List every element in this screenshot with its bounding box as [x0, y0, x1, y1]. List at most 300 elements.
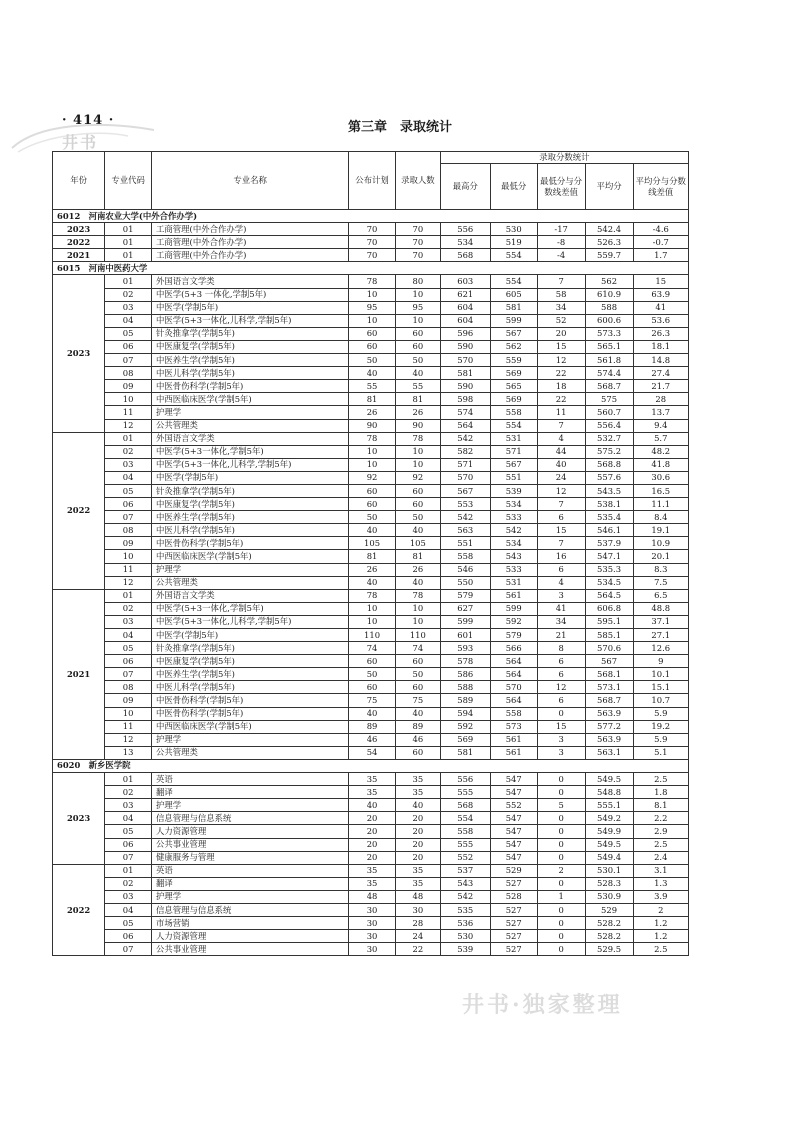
table-row — [53, 589, 689, 602]
cell-min: 564 — [490, 668, 537, 681]
cell-max: 574 — [440, 406, 490, 419]
cell-code: 03 — [105, 890, 152, 903]
cell-min: 592 — [490, 615, 537, 628]
table-row — [53, 249, 689, 262]
cell-min-diff: 3 — [537, 589, 585, 602]
cell-avg: 588 — [585, 301, 633, 314]
cell-name: 针灸推拿学(学制5年) — [152, 642, 349, 655]
cell-avg: 563.1 — [585, 746, 633, 759]
year-cell: 2021 — [53, 589, 105, 759]
cell-min: 559 — [490, 354, 537, 367]
cell-max: 590 — [440, 380, 490, 393]
cell-code: 08 — [105, 367, 152, 380]
cell-plan: 20 — [349, 838, 396, 851]
cell-max: 598 — [440, 393, 490, 406]
cell-avg: 561.8 — [585, 354, 633, 367]
table-row — [53, 694, 689, 707]
cell-max: 537 — [440, 864, 490, 877]
cell-name: 护理学 — [152, 733, 349, 746]
cell-name: 中医学(学制5年) — [152, 471, 349, 484]
cell-min-diff: 3 — [537, 733, 585, 746]
cell-admitted: 50 — [395, 668, 440, 681]
cell-min-diff: 22 — [537, 367, 585, 380]
cell-min: 527 — [490, 943, 537, 956]
cell-code: 07 — [105, 354, 152, 367]
cell-min-diff: 0 — [537, 917, 585, 930]
cell-code: 06 — [105, 838, 152, 851]
cell-code: 01 — [105, 236, 152, 249]
table-row — [53, 288, 689, 301]
cell-admitted: 20 — [395, 851, 440, 864]
cell-avg: 573.1 — [585, 681, 633, 694]
cell-min-diff: 7 — [537, 537, 585, 550]
cell-avg-diff: 6.5 — [633, 589, 688, 602]
cell-max: 543 — [440, 877, 490, 890]
cell-avg: 563.9 — [585, 733, 633, 746]
cell-max: 590 — [440, 340, 490, 353]
cell-max: 594 — [440, 707, 490, 720]
cell-min-diff: 0 — [537, 877, 585, 890]
table-row — [53, 484, 689, 497]
table-row — [53, 668, 689, 681]
cell-code: 12 — [105, 419, 152, 432]
cell-max: 535 — [440, 903, 490, 916]
cell-plan: 70 — [349, 236, 396, 249]
cell-avg: 530.1 — [585, 864, 633, 877]
cell-admitted: 75 — [395, 694, 440, 707]
table-row — [53, 445, 689, 458]
cell-avg: 573.3 — [585, 327, 633, 340]
cell-min: 547 — [490, 773, 537, 786]
cell-max: 588 — [440, 681, 490, 694]
cell-min-diff: 2 — [537, 864, 585, 877]
cell-avg: 567 — [585, 655, 633, 668]
col-group: 录取分数统计 — [440, 152, 688, 164]
col-admitted: 录取人数 — [395, 152, 440, 210]
cell-name: 护理学 — [152, 799, 349, 812]
cell-avg: 585.1 — [585, 629, 633, 642]
watermark-top: 井书 — [62, 133, 99, 152]
cell-min-diff: 6 — [537, 563, 585, 576]
cell-avg: 530.9 — [585, 890, 633, 903]
cell-max: 542 — [440, 432, 490, 445]
cell-min-diff: 3 — [537, 746, 585, 759]
cell-avg: 595.1 — [585, 615, 633, 628]
cell-min-diff: 6 — [537, 655, 585, 668]
cell-name: 中医学(5+3一体化,儿科学,学制5年) — [152, 615, 349, 628]
cell-code: 12 — [105, 733, 152, 746]
table-row — [53, 380, 689, 393]
cell-admitted: 10 — [395, 314, 440, 327]
cell-min: 547 — [490, 786, 537, 799]
table-row — [53, 786, 689, 799]
cell-admitted: 60 — [395, 655, 440, 668]
cell-plan: 26 — [349, 563, 396, 576]
cell-code: 13 — [105, 746, 152, 759]
cell-avg: 534.5 — [585, 576, 633, 589]
cell-avg: 575.2 — [585, 445, 633, 458]
cell-admitted: 40 — [395, 799, 440, 812]
table-row — [53, 943, 689, 956]
cell-max: 603 — [440, 275, 490, 288]
cell-min: 561 — [490, 746, 537, 759]
cell-plan: 60 — [349, 655, 396, 668]
cell-avg-diff: 2.5 — [633, 838, 688, 851]
cell-code: 06 — [105, 930, 152, 943]
cell-avg: 568.7 — [585, 380, 633, 393]
cell-max: 542 — [440, 890, 490, 903]
table-row — [53, 275, 689, 288]
table-row — [53, 746, 689, 759]
cell-max: 589 — [440, 694, 490, 707]
cell-code: 10 — [105, 550, 152, 563]
cell-min: 527 — [490, 903, 537, 916]
table-row — [53, 930, 689, 943]
cell-avg: 559.7 — [585, 249, 633, 262]
table-row — [53, 720, 689, 733]
cell-plan: 20 — [349, 851, 396, 864]
cell-min: 599 — [490, 602, 537, 615]
cell-min: 547 — [490, 825, 537, 838]
cell-name: 中医骨伤科学(学制5年) — [152, 537, 349, 550]
cell-code: 02 — [105, 877, 152, 890]
cell-plan: 10 — [349, 458, 396, 471]
cell-name: 翻译 — [152, 786, 349, 799]
cell-min-diff: 6 — [537, 511, 585, 524]
cell-min-diff: 15 — [537, 720, 585, 733]
cell-code: 07 — [105, 943, 152, 956]
cell-max: 601 — [440, 629, 490, 642]
table-row — [53, 419, 689, 432]
cell-code: 05 — [105, 484, 152, 497]
cell-min-diff: 1 — [537, 890, 585, 903]
cell-code: 01 — [105, 249, 152, 262]
cell-plan: 10 — [349, 314, 396, 327]
cell-avg: 568.8 — [585, 458, 633, 471]
table-row — [53, 890, 689, 903]
cell-max: 567 — [440, 484, 490, 497]
cell-name: 信息管理与信息系统 — [152, 903, 349, 916]
cell-name: 公共管理类 — [152, 746, 349, 759]
cell-plan: 40 — [349, 524, 396, 537]
cell-plan: 30 — [349, 917, 396, 930]
cell-plan: 60 — [349, 681, 396, 694]
cell-avg-diff: 41 — [633, 301, 688, 314]
cell-avg: 529 — [585, 903, 633, 916]
table-row — [53, 851, 689, 864]
cell-max: 542 — [440, 511, 490, 524]
cell-max: 555 — [440, 786, 490, 799]
cell-code: 01 — [105, 864, 152, 877]
cell-code: 01 — [105, 773, 152, 786]
cell-code: 05 — [105, 327, 152, 340]
cell-name: 中医学(5+3一体化,学制5年) — [152, 602, 349, 615]
cell-name: 中西医临床医学(学制5年) — [152, 393, 349, 406]
cell-admitted: 50 — [395, 354, 440, 367]
year-cell: 2022 — [53, 432, 105, 589]
cell-code: 03 — [105, 458, 152, 471]
institution-header: 6015 河南中医药大学 — [53, 262, 689, 275]
cell-admitted: 10 — [395, 288, 440, 301]
cell-min: 552 — [490, 799, 537, 812]
cell-admitted: 80 — [395, 275, 440, 288]
table-row — [53, 458, 689, 471]
table-row — [53, 498, 689, 511]
year-cell: 2023 — [53, 773, 105, 865]
cell-avg: 547.1 — [585, 550, 633, 563]
cell-plan: 78 — [349, 589, 396, 602]
cell-plan: 92 — [349, 471, 396, 484]
cell-plan: 10 — [349, 602, 396, 615]
cell-avg-diff: 41.8 — [633, 458, 688, 471]
cell-max: 582 — [440, 445, 490, 458]
cell-avg: 555.1 — [585, 799, 633, 812]
cell-min-diff: 58 — [537, 288, 585, 301]
cell-admitted: 60 — [395, 498, 440, 511]
cell-avg-diff: 2.4 — [633, 851, 688, 864]
cell-max: 568 — [440, 799, 490, 812]
cell-avg: 542.4 — [585, 223, 633, 236]
cell-admitted: 74 — [395, 642, 440, 655]
cell-avg-diff: 10.1 — [633, 668, 688, 681]
cell-plan: 78 — [349, 432, 396, 445]
cell-max: 558 — [440, 550, 490, 563]
cell-plan: 90 — [349, 419, 396, 432]
table-row — [53, 432, 689, 445]
cell-plan: 81 — [349, 393, 396, 406]
year-cell: 2021 — [53, 249, 105, 262]
cell-min: 519 — [490, 236, 537, 249]
year-cell: 2023 — [53, 275, 105, 432]
table-row — [53, 707, 689, 720]
cell-code: 03 — [105, 615, 152, 628]
cell-min: 542 — [490, 524, 537, 537]
cell-min: 558 — [490, 707, 537, 720]
cell-code: 04 — [105, 314, 152, 327]
cell-min-diff: 12 — [537, 681, 585, 694]
table-row — [53, 327, 689, 340]
cell-avg-diff: 8.4 — [633, 511, 688, 524]
cell-code: 01 — [105, 275, 152, 288]
cell-code: 06 — [105, 655, 152, 668]
cell-min: 554 — [490, 275, 537, 288]
cell-admitted: 48 — [395, 890, 440, 903]
cell-name: 针灸推拿学(学制5年) — [152, 327, 349, 340]
cell-min-diff: 6 — [537, 694, 585, 707]
cell-code: 05 — [105, 825, 152, 838]
cell-admitted: 60 — [395, 340, 440, 353]
cell-avg-diff: 27.4 — [633, 367, 688, 380]
cell-code: 04 — [105, 903, 152, 916]
cell-max: 593 — [440, 642, 490, 655]
cell-min-diff: 20 — [537, 327, 585, 340]
cell-min-diff: 41 — [537, 602, 585, 615]
cell-plan: 70 — [349, 223, 396, 236]
cell-min: 599 — [490, 314, 537, 327]
cell-code: 01 — [105, 589, 152, 602]
cell-admitted: 35 — [395, 864, 440, 877]
cell-avg: 538.1 — [585, 498, 633, 511]
table-row — [53, 681, 689, 694]
cell-min-diff: 34 — [537, 301, 585, 314]
cell-code: 11 — [105, 406, 152, 419]
cell-plan: 10 — [349, 615, 396, 628]
table-row — [53, 563, 689, 576]
cell-avg-diff: -4.6 — [633, 223, 688, 236]
cell-name: 中医康复学(学制5年) — [152, 340, 349, 353]
cell-admitted: 89 — [395, 720, 440, 733]
cell-name: 外国语言文学类 — [152, 275, 349, 288]
cell-name: 人力资源管理 — [152, 825, 349, 838]
cell-max: 536 — [440, 917, 490, 930]
cell-name: 英语 — [152, 773, 349, 786]
cell-avg-diff: 2.5 — [633, 943, 688, 956]
cell-min-diff: 0 — [537, 851, 585, 864]
cell-name: 翻译 — [152, 877, 349, 890]
cell-avg-diff: 21.7 — [633, 380, 688, 393]
cell-max: 551 — [440, 537, 490, 550]
table-row — [53, 812, 689, 825]
cell-plan: 60 — [349, 484, 396, 497]
cell-admitted: 22 — [395, 943, 440, 956]
cell-min: 569 — [490, 367, 537, 380]
cell-avg-diff: 5.7 — [633, 432, 688, 445]
cell-min-diff: 4 — [537, 432, 585, 445]
cell-admitted: 10 — [395, 615, 440, 628]
cell-name: 针灸推拿学(学制5年) — [152, 484, 349, 497]
cell-code: 04 — [105, 812, 152, 825]
cell-admitted: 55 — [395, 380, 440, 393]
cell-min: 529 — [490, 864, 537, 877]
table-row — [53, 629, 689, 642]
cell-avg-diff: 1.7 — [633, 249, 688, 262]
cell-min: 558 — [490, 406, 537, 419]
cell-avg-diff: 12.6 — [633, 642, 688, 655]
cell-avg: 568.7 — [585, 694, 633, 707]
cell-min: 567 — [490, 327, 537, 340]
table-row — [53, 354, 689, 367]
cell-name: 外国语言文学类 — [152, 432, 349, 445]
table-row — [53, 393, 689, 406]
cell-min: 547 — [490, 812, 537, 825]
col-min: 最低分 — [490, 164, 537, 210]
cell-avg-diff: 5.9 — [633, 707, 688, 720]
cell-avg-diff: 27.1 — [633, 629, 688, 642]
table-row — [53, 314, 689, 327]
cell-name: 市场营销 — [152, 917, 349, 930]
cell-name: 中医儿科学(学制5年) — [152, 681, 349, 694]
cell-admitted: 28 — [395, 917, 440, 930]
cell-min-diff: 34 — [537, 615, 585, 628]
cell-name: 人力资源管理 — [152, 930, 349, 943]
cell-plan: 48 — [349, 890, 396, 903]
cell-name: 护理学 — [152, 563, 349, 576]
cell-plan: 35 — [349, 786, 396, 799]
cell-min-diff: 44 — [537, 445, 585, 458]
cell-name: 外国语言文学类 — [152, 589, 349, 602]
cell-avg: 535.3 — [585, 563, 633, 576]
cell-min-diff: 11 — [537, 406, 585, 419]
table-row — [53, 576, 689, 589]
cell-admitted: 50 — [395, 511, 440, 524]
table-row — [53, 223, 689, 236]
cell-avg-diff: 1.2 — [633, 930, 688, 943]
cell-min-diff: 16 — [537, 550, 585, 563]
cell-name: 公共管理类 — [152, 419, 349, 432]
cell-plan: 105 — [349, 537, 396, 550]
cell-name: 公共管理类 — [152, 576, 349, 589]
watermark-bottom: 井书·独家整理 — [462, 992, 623, 1018]
cell-min: 570 — [490, 681, 537, 694]
cell-min: 539 — [490, 484, 537, 497]
col-avg-diff: 平均分与分数线差值 — [633, 164, 688, 210]
cell-min: 527 — [490, 930, 537, 943]
cell-avg: 535.4 — [585, 511, 633, 524]
cell-plan: 46 — [349, 733, 396, 746]
cell-max: 621 — [440, 288, 490, 301]
cell-plan: 50 — [349, 354, 396, 367]
table-row — [53, 733, 689, 746]
cell-min-diff: 40 — [537, 458, 585, 471]
cell-admitted: 81 — [395, 550, 440, 563]
col-year: 年份 — [53, 152, 105, 210]
table-row — [53, 511, 689, 524]
cell-plan: 50 — [349, 511, 396, 524]
cell-code: 07 — [105, 851, 152, 864]
cell-avg: 610.9 — [585, 288, 633, 301]
cell-max: 530 — [440, 930, 490, 943]
cell-code: 02 — [105, 445, 152, 458]
cell-min: 566 — [490, 642, 537, 655]
cell-min: 530 — [490, 223, 537, 236]
cell-min-diff: -17 — [537, 223, 585, 236]
cell-code: 11 — [105, 563, 152, 576]
cell-min-diff: 52 — [537, 314, 585, 327]
cell-name: 工商管理(中外合作办学) — [152, 249, 349, 262]
cell-max: 592 — [440, 720, 490, 733]
cell-plan: 40 — [349, 367, 396, 380]
cell-min: 565 — [490, 380, 537, 393]
cell-name: 护理学 — [152, 406, 349, 419]
cell-min: 562 — [490, 340, 537, 353]
cell-code: 01 — [105, 432, 152, 445]
cell-min-diff: -8 — [537, 236, 585, 249]
cell-admitted: 40 — [395, 524, 440, 537]
table-row — [53, 615, 689, 628]
cell-avg-diff: 3.9 — [633, 890, 688, 903]
cell-min: 561 — [490, 589, 537, 602]
cell-avg-diff: 1.3 — [633, 877, 688, 890]
cell-min: 543 — [490, 550, 537, 563]
cell-plan: 40 — [349, 576, 396, 589]
cell-admitted: 20 — [395, 812, 440, 825]
cell-min: 534 — [490, 498, 537, 511]
cell-avg-diff: 3.1 — [633, 864, 688, 877]
cell-code: 01 — [105, 223, 152, 236]
cell-avg: 548.8 — [585, 786, 633, 799]
cell-admitted: 60 — [395, 746, 440, 759]
cell-min: 547 — [490, 838, 537, 851]
cell-plan: 60 — [349, 498, 396, 511]
cell-name: 中医儿科学(学制5年) — [152, 524, 349, 537]
cell-min-diff: 15 — [537, 340, 585, 353]
cell-min: 554 — [490, 249, 537, 262]
cell-admitted: 35 — [395, 877, 440, 890]
cell-min: 533 — [490, 563, 537, 576]
cell-code: 07 — [105, 668, 152, 681]
table-row — [53, 877, 689, 890]
cell-plan: 74 — [349, 642, 396, 655]
